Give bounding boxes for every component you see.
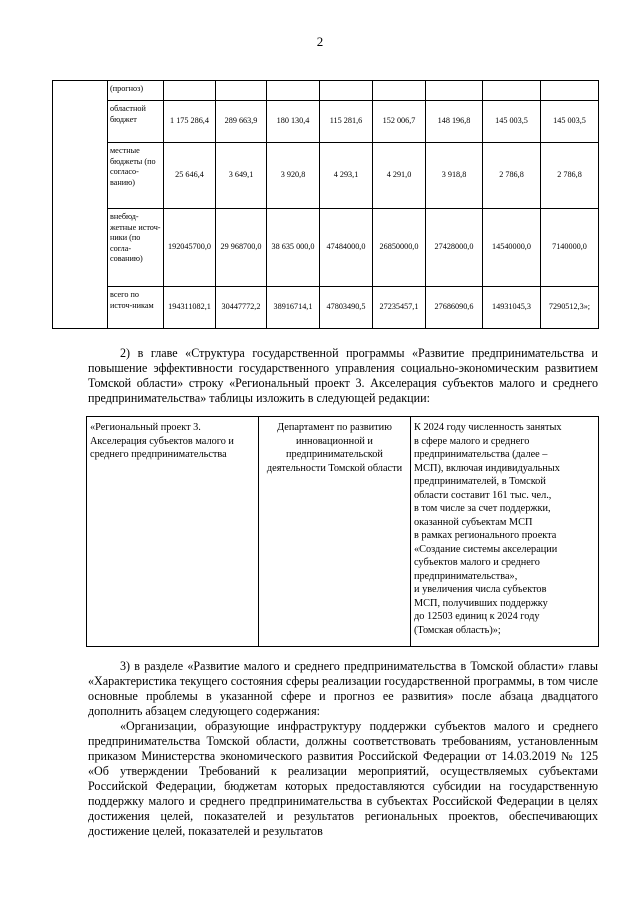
department-cell: Департамент по развитию инновационной и предпринимательской деятельности Томской области <box>259 417 411 647</box>
value-cell: 180 130,4 <box>267 101 320 143</box>
value-cell: 27235457,1 <box>373 287 426 329</box>
value-cell: 38916714,1 <box>267 287 320 329</box>
row-label: внебюд-жетные источ-ники (по согла-сованию) <box>108 209 164 287</box>
value-cell: 14540000,0 <box>483 209 541 287</box>
table-row <box>53 143 599 209</box>
value-cell: 26850000,0 <box>373 209 426 287</box>
value-cell: 30447772,2 <box>216 287 267 329</box>
value-cell: 47803490,5 <box>320 287 373 329</box>
value-cell: 2 786,8 <box>483 143 541 209</box>
structure-table <box>86 416 599 647</box>
row-label: местные бюджеты (по согласо-ванию) <box>108 143 164 209</box>
finance-table <box>52 80 599 329</box>
value-cell: 194311082,1 <box>164 287 216 329</box>
value-cell: 3 920,8 <box>267 143 320 209</box>
row-label: всего по источ-никам <box>108 287 164 329</box>
value-cell: 289 663,9 <box>216 101 267 143</box>
target-cell: К 2024 году численность занятых в сфере малого и среднего предпринимательства (далее – МСП), включая индивидуальных предпринимателей, в Томской области составит 161 тыс. чел., в том числе за счет поддержки, оказанной субъектам МСП в рамках регионального проекта «Создание системы акселерации субъектов малого и среднего предпринимательства», и увеличения числа субъектов МСП, получивших поддержку до 12503 единиц к 2024 году (Томская область)»; <box>411 417 599 647</box>
value-cell: 3 649,1 <box>216 143 267 209</box>
value-cell: 2 786,8 <box>541 143 599 209</box>
value-cell: 152 006,7 <box>373 101 426 143</box>
value-cell: 27686090,6 <box>426 287 483 329</box>
table-row <box>53 209 599 287</box>
table-row <box>87 417 599 647</box>
project-name-cell: «Региональный проект 3. Акселерация субъектов малого и среднего предпринимательства <box>87 417 259 647</box>
row-label: (прогноз) <box>108 81 164 101</box>
value-cell: 47484000,0 <box>320 209 373 287</box>
blank-cell <box>53 81 108 329</box>
value-cell: 3 918,8 <box>426 143 483 209</box>
value-cell: 4 293,1 <box>320 143 373 209</box>
value-cell: 7290512,3»; <box>541 287 599 329</box>
page-number: 2 <box>316 34 324 49</box>
value-cell: 27428000,0 <box>426 209 483 287</box>
row-label: областной бюджет <box>108 101 164 143</box>
value-cell: 148 196,8 <box>426 101 483 143</box>
table-row <box>53 287 599 329</box>
value-cell: 145 003,5 <box>541 101 599 143</box>
value-cell: 115 281,6 <box>320 101 373 143</box>
paragraph-4: «Организации, образующие инфраструктуру поддержки субъектов малого и среднего предпринимательства Томской области, должны соответствовать требованиям, установленным приказом Министерства экономического развития Российской Федерации от 14.03.2019 № 125 «Об утверждении Требований к реализации мероприятий, осуществляемых субъектами Российской Федерации, бюджетам которых предоставляются субсидии на государственную поддержку малого и среднего предпринимательства в субъектах Российской Федерации в целях достижения целей, показателей и результатов региональных проектов, обеспечивающих достижение целей, показателей и результатов <box>88 719 598 838</box>
value-cell: 1 175 286,4 <box>164 101 216 143</box>
value-cell: 145 003,5 <box>483 101 541 143</box>
value-cell: 7140000,0 <box>541 209 599 287</box>
value-cell: 4 291,0 <box>373 143 426 209</box>
table-row <box>53 101 599 143</box>
table-row <box>53 81 599 101</box>
paragraph-3: 3) в разделе «Развитие малого и среднего предпринимательства в Томской области» главы «Характеристика текущего состояния сферы реализации государственной программы, в том числе основные проблемы в указанной сфере и прогноз ее развития» после абзаца двадцатого дополнить абзацем следующего содержания: <box>88 659 598 718</box>
value-cell: 14931045,3 <box>483 287 541 329</box>
value-cell: 38 635 000,0 <box>267 209 320 287</box>
value-cell: 29 968700,0 <box>216 209 267 287</box>
value-cell: 192045700,0 <box>164 209 216 287</box>
paragraph-2: 2) в главе «Структура государственной программы «Развитие предпринимательства и повышение эффективности государственного управления социально-экономическим развитием Томской области» строку «Региональный проект 3. Акселерация субъектов малого и среднего предпринимательства» таблицы изложить в следующей редакции: <box>88 346 598 405</box>
value-cell: 25 646,4 <box>164 143 216 209</box>
